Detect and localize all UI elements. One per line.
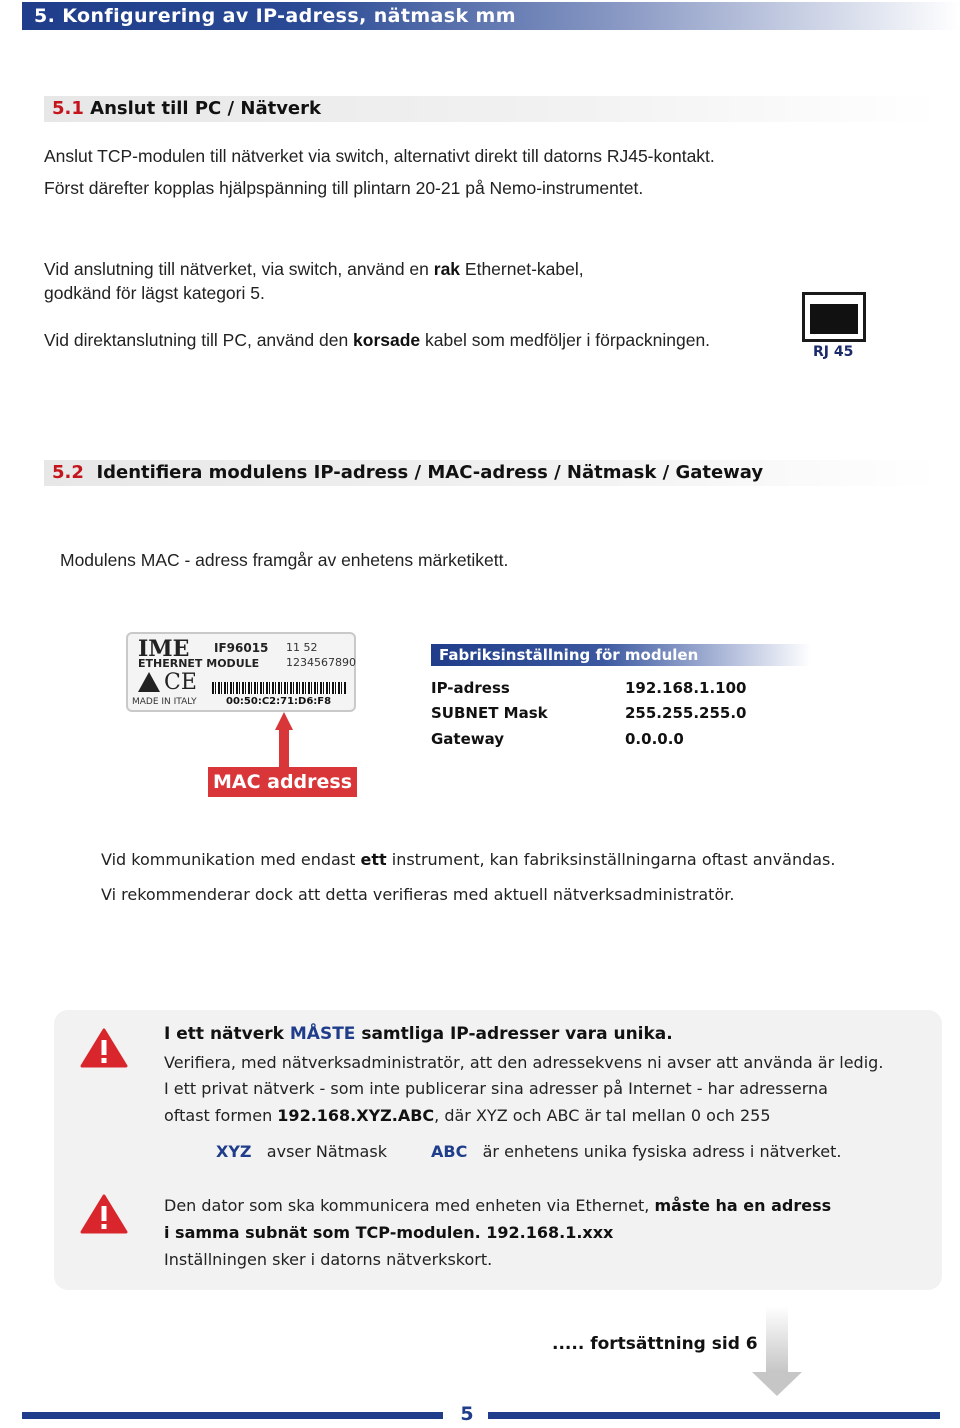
warning-line2: Verifiera, med nätverksadministratör, att den adressekvens ni avser att använda är ledig.	[164, 1053, 884, 1072]
section-heading-5-2	[44, 460, 940, 486]
must-have-address: måste ha en adress	[654, 1196, 832, 1215]
bold-ett: ett	[360, 850, 387, 869]
warning2-line2: i samma subnät som TCP-modulen. 192.168.1.xxx	[164, 1223, 614, 1242]
section-title: Anslut till PC / Nätverk	[90, 98, 321, 119]
row-value-ip: 192.168.1.100	[625, 679, 747, 697]
warning-line4: oftast formen 192.168.XYZ.ABC, där XYZ och ABC är tal mellan 0 och 255	[164, 1106, 771, 1125]
rj45-label: RJ 45	[813, 344, 854, 360]
row-label-subnet: SUBNET Mask	[431, 704, 548, 722]
row-value-gateway: 0.0.0.0	[625, 730, 684, 748]
arrow-shaft	[279, 729, 289, 767]
warning-icon	[80, 1194, 128, 1234]
arrow-down-shaft	[766, 1306, 788, 1372]
bold-korsade: korsade	[353, 330, 421, 350]
mac-intro: Modulens MAC - adress framgår av enhetens märketikett.	[60, 550, 509, 570]
warning-triangle-icon	[138, 672, 160, 692]
label-mac: 00:50:C2:71:D6:F8	[226, 696, 332, 707]
note-line1: Vid kommunikation med endast ett instrument, kan fabriksinställningarna oftast användas.	[101, 850, 836, 869]
arrow-up-icon	[275, 712, 293, 730]
arrow-down-icon	[752, 1372, 802, 1396]
must-highlight: MÅSTE	[289, 1024, 356, 1044]
warning2-line3: Inställningen sker i datorns nätverkskort.	[164, 1250, 493, 1269]
para1-line1: Anslut TCP-modulen till nätverket via switch, alternativt direkt till datorns RJ45-kontakt.	[44, 146, 715, 166]
section-number: 5.2	[52, 462, 84, 483]
para2-line2: godkänd för lägst kategori 5.	[44, 283, 265, 303]
para2-line1: Vid anslutning till nätverket, via switch, använd en rak Ethernet-kabel,	[44, 259, 584, 279]
factory-settings-heading: Fabriksinställning för modulen	[431, 644, 811, 666]
para3: Vid direktanslutning till PC, använd den korsade kabel som medföljer i förpackningen.	[44, 330, 711, 350]
row-label-gateway: Gateway	[431, 730, 505, 748]
section-heading-5-1	[44, 96, 940, 122]
barcode-icon	[212, 682, 346, 694]
ce-mark: CE	[164, 670, 197, 695]
xyz-term: XYZ	[216, 1142, 252, 1161]
footer-rule-right	[488, 1412, 940, 1419]
warning-icon	[80, 1028, 128, 1068]
bold-rak: rak	[433, 259, 461, 279]
note-line2: Vi rekommenderar dock att detta verifieras med aktuell nätverksadministratör.	[101, 885, 735, 904]
label-nums-top: 11 52	[286, 641, 318, 654]
continuation-note: ..... fortsättning sid 6	[552, 1334, 758, 1354]
address-form: 192.168.XYZ.ABC	[277, 1106, 435, 1125]
warning-line1: I ett nätverk MÅSTE samtliga IP-adresser vara unika.	[164, 1024, 673, 1044]
warning2-line1: Den dator som ska kommunicera med enheten via Ethernet, måste ha en adress	[164, 1196, 832, 1215]
footer-rule-left	[22, 1412, 443, 1419]
warning-line3: I ett privat nätverk - som inte publicerar sina adresser på Internet - har adresserna	[164, 1079, 828, 1098]
abc-term: ABC	[431, 1142, 468, 1161]
label-module: ETHERNET MODULE	[138, 657, 260, 670]
label-serial: 1234567890	[286, 656, 356, 669]
row-label-ip: IP-adress	[431, 679, 510, 697]
section-title: Identifiera modulens IP-adress / MAC-adress / Nätmask / Gateway	[96, 462, 764, 483]
page-number: 5	[460, 1403, 474, 1425]
label-brand: IME	[138, 636, 190, 662]
label-made-in: MADE IN ITALY	[132, 697, 197, 707]
label-code: IF96015	[214, 641, 269, 655]
xyz-row: XYZ avser Nätmask	[216, 1142, 387, 1161]
row-value-subnet: 255.255.255.0	[625, 704, 747, 722]
abc-row: ABC är enhetens unika fysiska adress i nätverket.	[431, 1142, 842, 1161]
section-number: 5.1	[52, 98, 84, 119]
rj45-port-icon	[802, 292, 866, 342]
chapter-header: 5. Konfigurering av IP-adress, nätmask mm	[22, 2, 960, 30]
mac-address-badge: MAC address	[208, 767, 357, 797]
para1-line2: Först därefter kopplas hjälpspänning till plintarn 20-21 på Nemo-instrumentet.	[44, 178, 644, 198]
device-label-image	[126, 632, 356, 712]
